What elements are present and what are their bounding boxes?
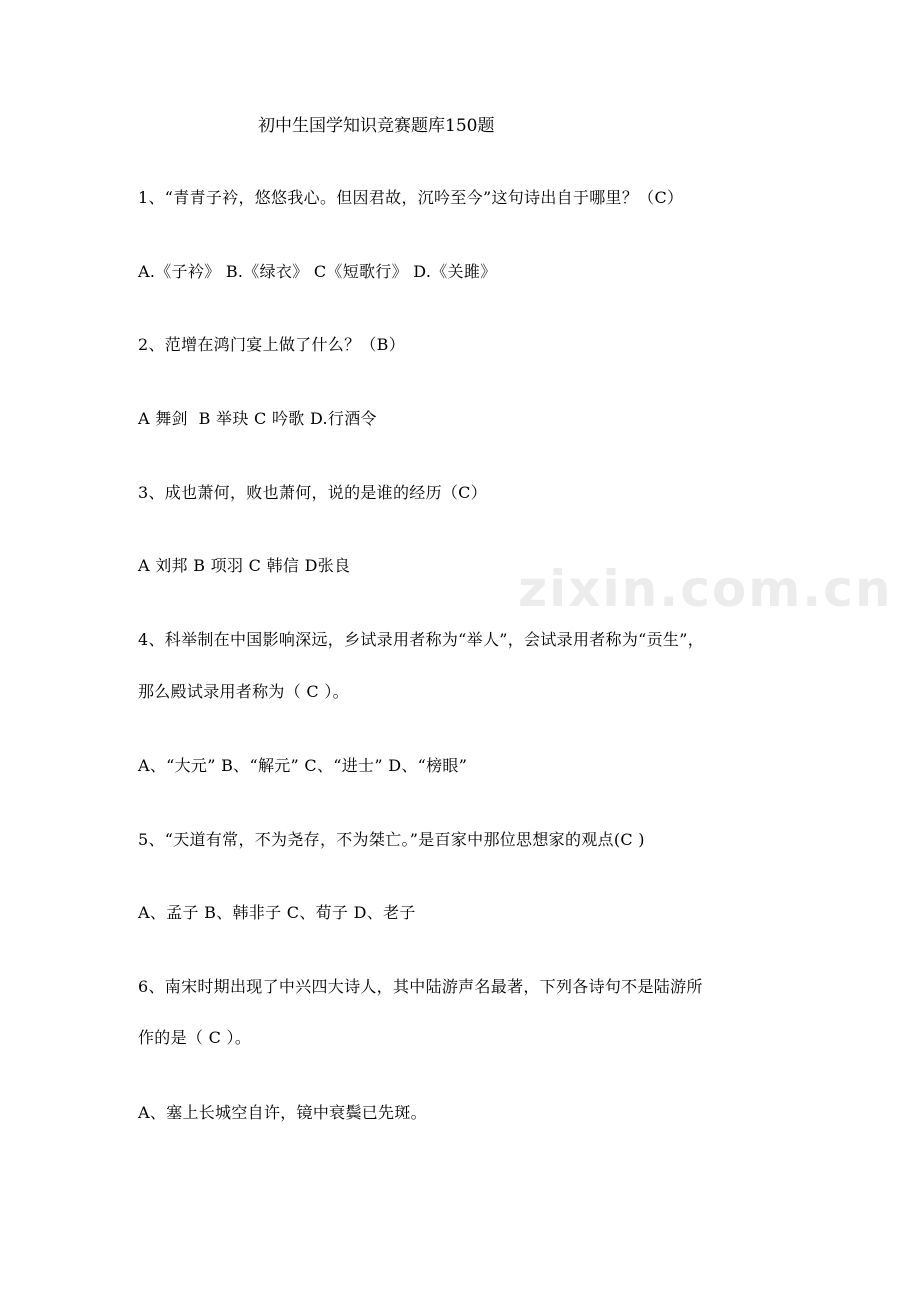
question-3-text: 3、成也萧何，败也萧何，说的是谁的经历（C） [138, 483, 488, 502]
question-1-text: 1、“青青子衿，悠悠我心。但因君故，沉吟至今”这句诗出自于哪里？（C） [138, 188, 684, 207]
question-1-options: A.《子衿》 B.《绿衣》 C《短歌行》 D.《关雎》 [138, 262, 497, 281]
question-3-options: A 刘邦 B 项羽 C 韩信 D张良 [138, 556, 351, 575]
question-6-text-line-2: 作的是（ C ）。 [138, 1028, 252, 1047]
question-6-option-a: A、塞上长城空自许，镜中衰鬓已先斑。 [138, 1103, 427, 1122]
question-5-text: 5、“天道有常，不为尧存，不为桀亡。”是百家中那位思想家的观点(C ) [138, 830, 645, 849]
question-4-text-line-2: 那么殿试录用者称为（ C ）。 [138, 682, 349, 701]
watermark: zixin.com.cn [518, 560, 893, 618]
question-2-text: 2、范增在鸿门宴上做了什么？（B） [138, 335, 406, 354]
question-2-options: A 舞剑 B 举玦 C 吟歌 D.行酒令 [138, 409, 377, 428]
question-4-options: A、“大元” B、“解元” C、“进士” D、“榜眼” [138, 756, 468, 775]
question-6-text-line-1: 6、南宋时期出现了中兴四大诗人，其中陆游声名最著，下列各诗句不是陆游所 [138, 977, 703, 996]
question-4-text-line-1: 4、科举制在中国影响深远，乡试录用者称为“举人”，会试录用者称为“贡生”， [138, 630, 704, 649]
page-title: 初中生国学知识竞赛题库150题 [258, 116, 495, 136]
question-5-options: A、孟子 B、韩非子 C、荀子 D、老子 [138, 903, 416, 922]
